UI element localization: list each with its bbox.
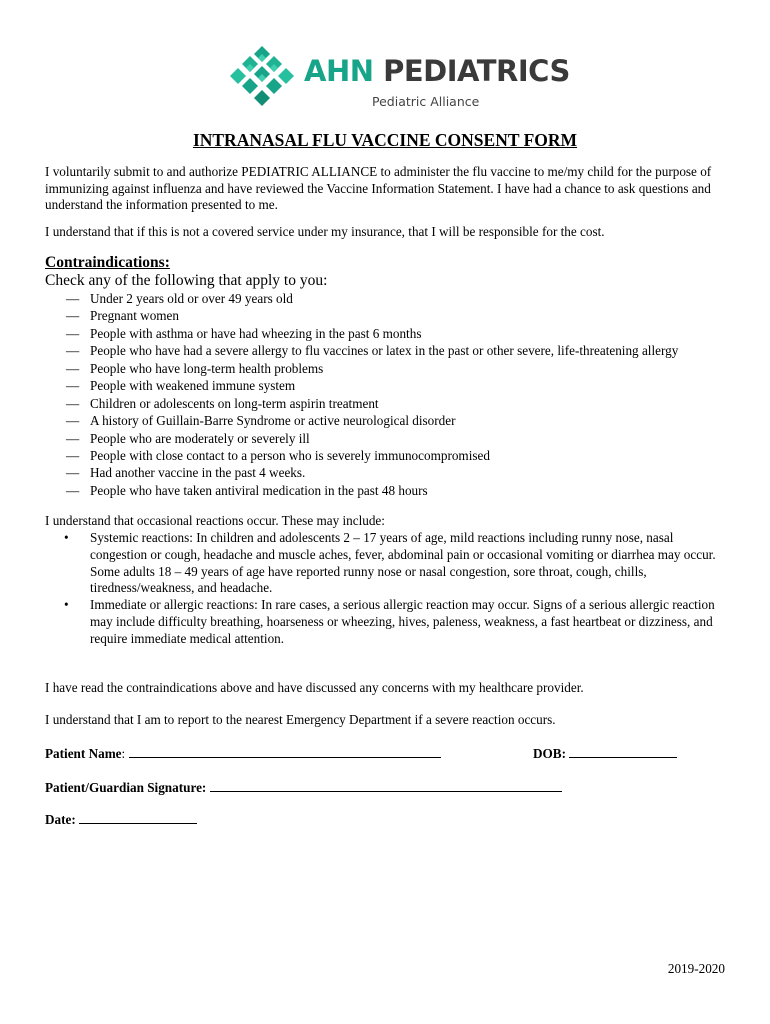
checkbox-line[interactable]: — [66, 395, 80, 411]
contraindication-label: People with asthma or have had wheezing in the past 6 months [90, 325, 422, 341]
contraindication-item[interactable] [66, 342, 678, 359]
contraindication-item[interactable] [66, 307, 678, 324]
reaction-item-systemic [62, 530, 722, 597]
logo-brand-ahn: AHN [304, 54, 374, 88]
checkbox-line[interactable]: — [66, 343, 80, 359]
contraindications-list [66, 290, 678, 499]
logo-brand-pediatrics: PEDIATRICS [383, 54, 570, 88]
intro-paragraph: I voluntarily submit to and authorize PEDIATRIC ALLIANCE to administer the flu vaccine to me/my child for the purpose of immunizing against influenza and have reviewed the Vaccine Information Statement. I have had a chance to ask questions and understand the information presented to me. [45, 164, 712, 212]
systemic-reactions-text: Systemic reactions: In children and adolescents 2 – 17 years of age, mild reactions including runny nose, nasal congestion or cough, headache and muscle aches, fever, abdominal pain or occasional vomiting or diarrhea may occur. [90, 530, 716, 562]
contraindications-heading: Contraindications: [45, 254, 170, 271]
contraindication-item[interactable] [66, 360, 678, 377]
dob-field [533, 745, 677, 762]
contraindication-item[interactable] [66, 395, 678, 412]
contraindication-item[interactable] [66, 377, 678, 394]
contraindications-subheading: Check any of the following that apply to you: [45, 272, 328, 289]
contraindication-label: People who have long-term health problems [90, 360, 324, 376]
date-label: Date: [45, 812, 76, 827]
adult-reactions-text: Some adults 18 – 49 years of age have reported runny nose or nasal congestion, sore throat, cough, chills, tiredness/weakness, and headache. [90, 563, 647, 596]
patient-name-colon: : [121, 746, 126, 761]
logo-subtitle: Pediatric Alliance [372, 94, 480, 109]
checkbox-line[interactable]: — [66, 465, 80, 481]
checkbox-line[interactable]: — [66, 325, 80, 341]
contraindication-label: People who have taken antiviral medication in the past 48 hours [90, 482, 428, 498]
contraindication-label: People who have had a severe allergy to flu vaccines or latex in the past or other severe, life-threatening allergy [90, 343, 679, 359]
acknowledgement-text: I have read the contraindications above and have discussed any concerns with my healthcare provider. [45, 680, 584, 695]
insurance-paragraph: I understand that if this is not a covered service under my insurance, that I will be responsible for the cost. [45, 224, 605, 239]
contraindication-label: A history of Guillain-Barre Syndrome or active neurological disorder [90, 413, 456, 429]
checkbox-line[interactable]: — [66, 308, 80, 324]
checkbox-line[interactable]: — [66, 413, 80, 429]
contraindication-item[interactable] [66, 412, 678, 429]
signature-input[interactable] [210, 779, 562, 792]
checkbox-line[interactable]: — [66, 482, 80, 498]
logo-wordmark [304, 54, 570, 88]
contraindication-label: Under 2 years old or over 49 years old [90, 291, 293, 306]
reactions-intro: I understand that occasional reactions occur. These may include: [45, 513, 385, 528]
contraindication-item[interactable] [66, 290, 678, 307]
signature-field [45, 779, 562, 796]
form-title: INTRANASAL FLU VACCINE CONSENT FORM [192, 130, 578, 150]
contraindication-label: Had another vaccine in the past 4 weeks. [90, 465, 306, 481]
contraindication-item[interactable] [66, 482, 678, 499]
bullet-icon: • [64, 597, 69, 613]
reaction-item-allergic [62, 597, 722, 647]
reactions-list [62, 530, 722, 648]
contraindication-item[interactable] [66, 447, 678, 464]
dob-input[interactable] [569, 745, 677, 758]
patient-name-input[interactable] [129, 745, 441, 758]
contraindication-label: Children or adolescents on long-term aspirin treatment [90, 395, 379, 411]
checkbox-line[interactable]: — [66, 360, 80, 376]
emergency-text: I understand that I am to report to the nearest Emergency Department if a severe reaction occurs. [45, 712, 556, 727]
diamond-mosaic-icon [226, 44, 298, 114]
contraindication-label: People who are moderately or severely ill [90, 430, 310, 446]
checkbox-line[interactable]: — [66, 430, 80, 446]
dob-label: DOB: [533, 746, 566, 761]
allergic-reactions-text: Immediate or allergic reactions: In rare cases, a serious allergic reaction may occur. Signs of a serious allergic reaction may include difficulty breathing, hoarseness or wheezing, hives, paleness, weakness, a fast heartbeat or dizziness, and require immediate medical attention. [90, 597, 715, 646]
patient-name-label: Patient Name [45, 746, 122, 761]
bullet-icon: • [64, 530, 69, 545]
contraindication-item[interactable] [66, 325, 678, 342]
ahn-pediatrics-logo [226, 44, 570, 114]
checkbox-line[interactable]: — [66, 378, 80, 394]
patient-name-field [45, 745, 441, 762]
contraindication-label: Pregnant women [90, 308, 179, 324]
contraindication-item[interactable] [66, 464, 678, 481]
date-field [45, 811, 197, 828]
footer-year: 2019-2020 [667, 961, 725, 976]
contraindication-label: People with close contact to a person who is severely immunocompromised [90, 447, 490, 463]
contraindication-item[interactable] [66, 430, 678, 447]
signature-label: Patient/Guardian Signature: [45, 780, 207, 795]
date-input[interactable] [79, 811, 197, 824]
checkbox-line[interactable]: — [66, 291, 80, 306]
contraindication-label: People with weakened immune system [90, 378, 296, 394]
checkbox-line[interactable]: — [66, 447, 80, 463]
